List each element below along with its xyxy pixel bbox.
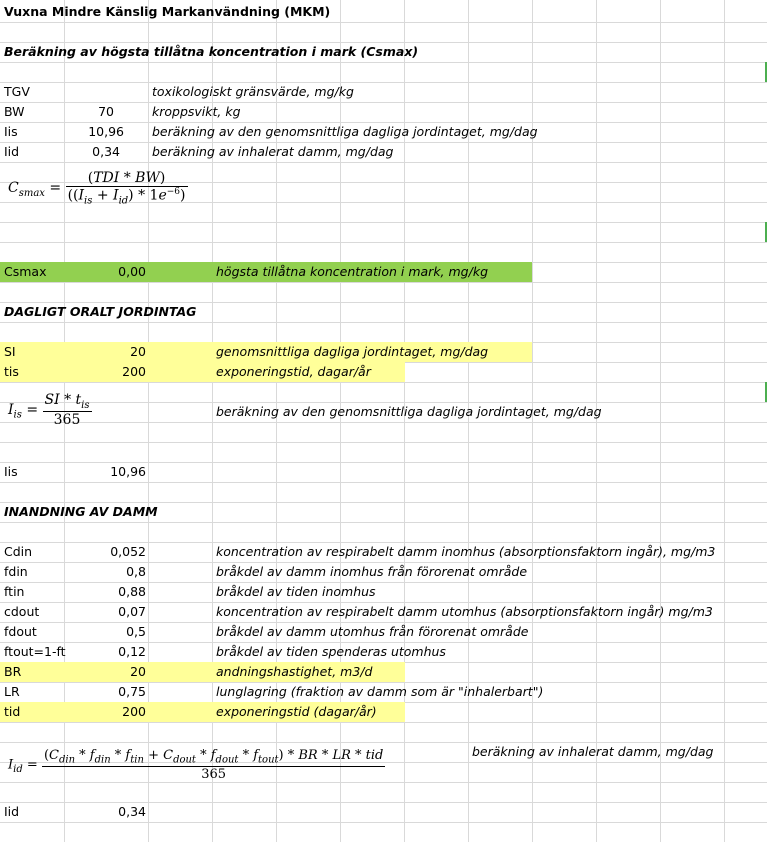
value-bw[interactable]: 70 (98, 104, 114, 119)
section-heading-oral: DAGLIGT ORALT JORDINTAG (4, 304, 197, 319)
desc-bw: kroppsvikt, kg (152, 104, 241, 119)
value-tgv[interactable] (66, 82, 146, 102)
label-iis-result: Iis (4, 464, 18, 479)
sheet-title: Vuxna Mindre Känslig Markanvändning (MKM) (4, 4, 331, 19)
section-heading-csmax: Beräkning av högsta tillåtna koncentration i mark (Csmax) (4, 44, 419, 59)
desc-fdin: bråkdel av damm inomhus från förorenat område (216, 564, 528, 579)
value-tid[interactable]: 200 (122, 704, 146, 719)
desc-iis-formula: beräkning av den genomsnittliga dagliga jordintaget, mg/dag (216, 404, 602, 419)
label-fdin: fdin (4, 564, 28, 579)
desc-csmax: högsta tillåtna koncentration i mark, mg/kg (216, 264, 489, 279)
label-cdout: cdout (4, 604, 40, 619)
formula-csmax: $C_{smax}$ = $\frac{\text{(TDI * BW)}}{((I_{is} + I_{id}) * 1e^{-6})}$ (8, 170, 186, 207)
label-iid: Iid (4, 144, 20, 159)
label-ftin: ftin (4, 584, 25, 599)
desc-br: andningshastighet, m3/d (216, 664, 373, 679)
desc-iis: beräkning av den genomsnittliga dagliga jordintaget, mg/dag (152, 124, 538, 139)
desc-tis: exponeringstid, dagar/år (216, 364, 371, 379)
value-br[interactable]: 20 (130, 664, 146, 679)
value-ftin[interactable]: 0,88 (118, 584, 146, 599)
label-cdin: Cdin (4, 544, 33, 559)
desc-fdout: bråkdel av damm utomhus från förorenat område (216, 624, 529, 639)
formula-iid: $I_{id}$ = $\frac{(C_{din} * f_{din} * f_{tin} + C_{dout} * f_{dout} * f_{tout}) * BR * LR * tid}{365}$ (8, 748, 384, 782)
formula-iis: $I_{is}$ = $\frac{SI * t_{is}}{365}$ (8, 392, 90, 428)
desc-tgv: toxikologiskt gränsvärde, mg/kg (152, 84, 354, 99)
value-fdin[interactable]: 0,8 (126, 564, 146, 579)
label-lr: LR (4, 684, 20, 699)
desc-ftin: bråkdel av tiden inomhus (216, 584, 376, 599)
label-br: BR (4, 664, 22, 679)
section-heading-inhalation: INANDNING AV DAMM (4, 504, 158, 519)
label-bw: BW (4, 104, 25, 119)
label-fdout: fdout (4, 624, 37, 639)
label-iis: Iis (4, 124, 18, 139)
value-iis[interactable]: 10,96 (88, 124, 124, 139)
value-cdout[interactable]: 0,07 (118, 604, 146, 619)
label-tis: tis (4, 364, 19, 379)
label-iid-result: Iid (4, 804, 20, 819)
value-iid[interactable]: 0,34 (92, 144, 120, 159)
value-si[interactable]: 20 (130, 344, 146, 359)
value-iis-result[interactable]: 10,96 (110, 464, 146, 479)
value-lr[interactable]: 0,75 (118, 684, 146, 699)
label-tid: tid (4, 704, 21, 719)
value-iid-result[interactable]: 0,34 (118, 804, 146, 819)
desc-lr: lunglagring (fraktion av damm som är "inhalerbart") (216, 684, 544, 699)
value-csmax[interactable]: 0,00 (118, 264, 146, 279)
value-fdout[interactable]: 0,5 (126, 624, 146, 639)
desc-tid: exponeringstid (dagar/år) (216, 704, 377, 719)
label-ftout: ftout=1-ft (4, 644, 66, 659)
desc-iid: beräkning av inhalerat damm, mg/dag (152, 144, 394, 159)
desc-cdin: koncentration av respirabelt damm inomhus (absorptionsfaktorn ingår), mg/m3 (216, 544, 716, 559)
value-tis[interactable]: 200 (122, 364, 146, 379)
desc-ftout: bråkdel av tiden spenderas utomhus (216, 644, 446, 659)
label-csmax: Csmax (4, 264, 47, 279)
desc-cdout: koncentration av respirabelt damm utomhus (absorptionsfaktorn ingår) mg/m3 (216, 604, 713, 619)
label-si: SI (4, 344, 16, 359)
value-ftout[interactable]: 0,12 (118, 644, 146, 659)
label-tgv: TGV (4, 84, 30, 99)
value-cdin[interactable]: 0,052 (110, 544, 146, 559)
desc-iid-formula: beräkning av inhalerat damm, mg/dag (472, 744, 714, 759)
desc-si: genomsnittliga dagliga jordintaget, mg/dag (216, 344, 489, 359)
